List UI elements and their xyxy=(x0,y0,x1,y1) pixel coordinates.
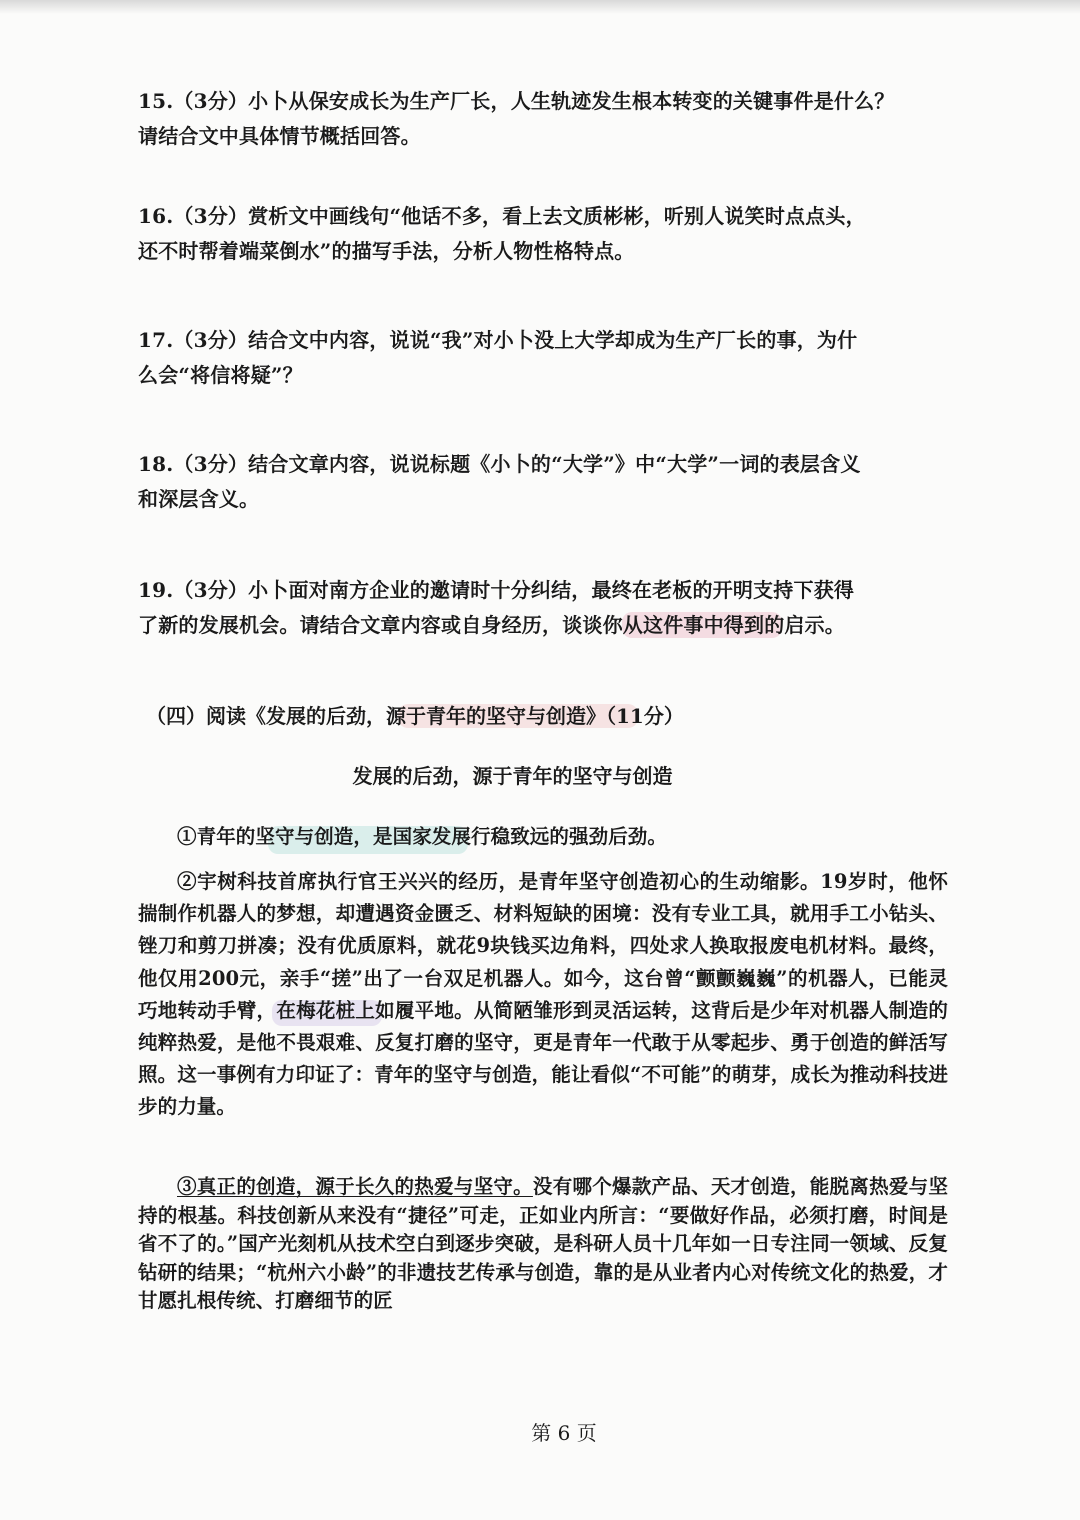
section-heading: （四）阅读《发展的后劲，源于青年的坚守与创造》（11分） xyxy=(146,704,684,728)
question-19 xyxy=(138,573,948,643)
paragraph-rest: 没有哪个爆款产品、天才创造，能脱离热爱与坚持的根基。科技创新从来没有“捷径”可走，正如业内所言：“要做好作品，必须打磨，时间是省不了的。”国产光刻机从技术空白到逐步突破，是科研人员十几年如一日专注同一领域、反复钻研的结果；“杭州六小龄”的非遗技艺传承与创造，靠的是从业者内心对传统文化的热爱，才甘愿扎根传统、打磨细节的匠 xyxy=(138,1175,948,1313)
question-17 xyxy=(138,323,948,393)
question-line: 18.（3分）结合文章内容，说说标题《小卜的“大学”》中“大学”一词的表层含义 xyxy=(138,452,861,476)
question-line: 请结合文中具体情节概括回答。 xyxy=(138,124,421,148)
question-16 xyxy=(138,199,948,269)
article-title: 发展的后劲，源于青年的坚守与创造 xyxy=(352,764,673,788)
question-line: 17.（3分）结合文中内容，说说“我”对小卜没上大学却成为生产厂长的事，为什 xyxy=(138,328,858,352)
question-line: 还不时帮着端菜倒水”的描写手法，分析人物性格特点。 xyxy=(138,239,635,263)
page-top-shadow xyxy=(0,0,1080,14)
question-line: 15.（3分）小卜从保安成长为生产厂长，人生轨迹发生根本转变的关键事件是什么？ xyxy=(138,89,895,113)
underlined-sentence: ③真正的创造，源于长久的热爱与坚守。 xyxy=(177,1175,533,1198)
question-line: 16.（3分）赏析文中画线句“他话不多，看上去文质彬彬，听别人说笑时点点头， xyxy=(138,204,866,228)
page-number: 第 6 页 xyxy=(531,1421,597,1445)
question-18 xyxy=(138,447,948,517)
paragraph-text xyxy=(138,1173,948,1316)
article-paragraph-1 xyxy=(138,820,948,854)
article-paragraph-2 xyxy=(138,866,948,1124)
question-15 xyxy=(138,84,948,154)
question-line: 和深层含义。 xyxy=(138,487,260,511)
article-paragraph-3 xyxy=(138,1173,948,1316)
question-line: 19.（3分）小卜面对南方企业的邀请时十分纠结，最终在老板的开明支持下获得 xyxy=(138,578,855,602)
paragraph-text: ①青年的坚守与创造，是国家发展行稳致远的强劲后劲。 xyxy=(177,825,668,848)
question-line: 么会“将信将疑”？ xyxy=(138,363,303,387)
question-line: 了新的发展机会。请结合文章内容或自身经历，谈谈你从这件事中得到的启示。 xyxy=(138,613,845,637)
paragraph-text: ②宇树科技首席执行官王兴兴的经历，是青年坚守创造初心的生动缩影。19岁时，他怀揣制作机器人的梦想，却遭遇资金匮乏、材料短缺的困境：没有专业工具，就用手工小钻头、锉刀和剪刀拼凑；没有优质原料，就花9块钱买边角料，四处求人换取报废电机材料。最终，他仅用200元，亲手“搓”出了一台双足机器人。如今，这台曾“颤颤巍巍”的机器人，已能灵巧地转动手臂，在梅花桩上如履平地。从简陋雏形到灵活运转，这背后是少年对机器人制造的纯粹热爱，是他不畏艰难、反复打磨的坚守，更是青年一代敢于从零起步、勇于创造的鲜活写照。这一事例有力印证了：青年的坚守与创造，能让看似“不可能”的萌芽，成长为推动科技进步的力量。 xyxy=(138,870,948,1119)
